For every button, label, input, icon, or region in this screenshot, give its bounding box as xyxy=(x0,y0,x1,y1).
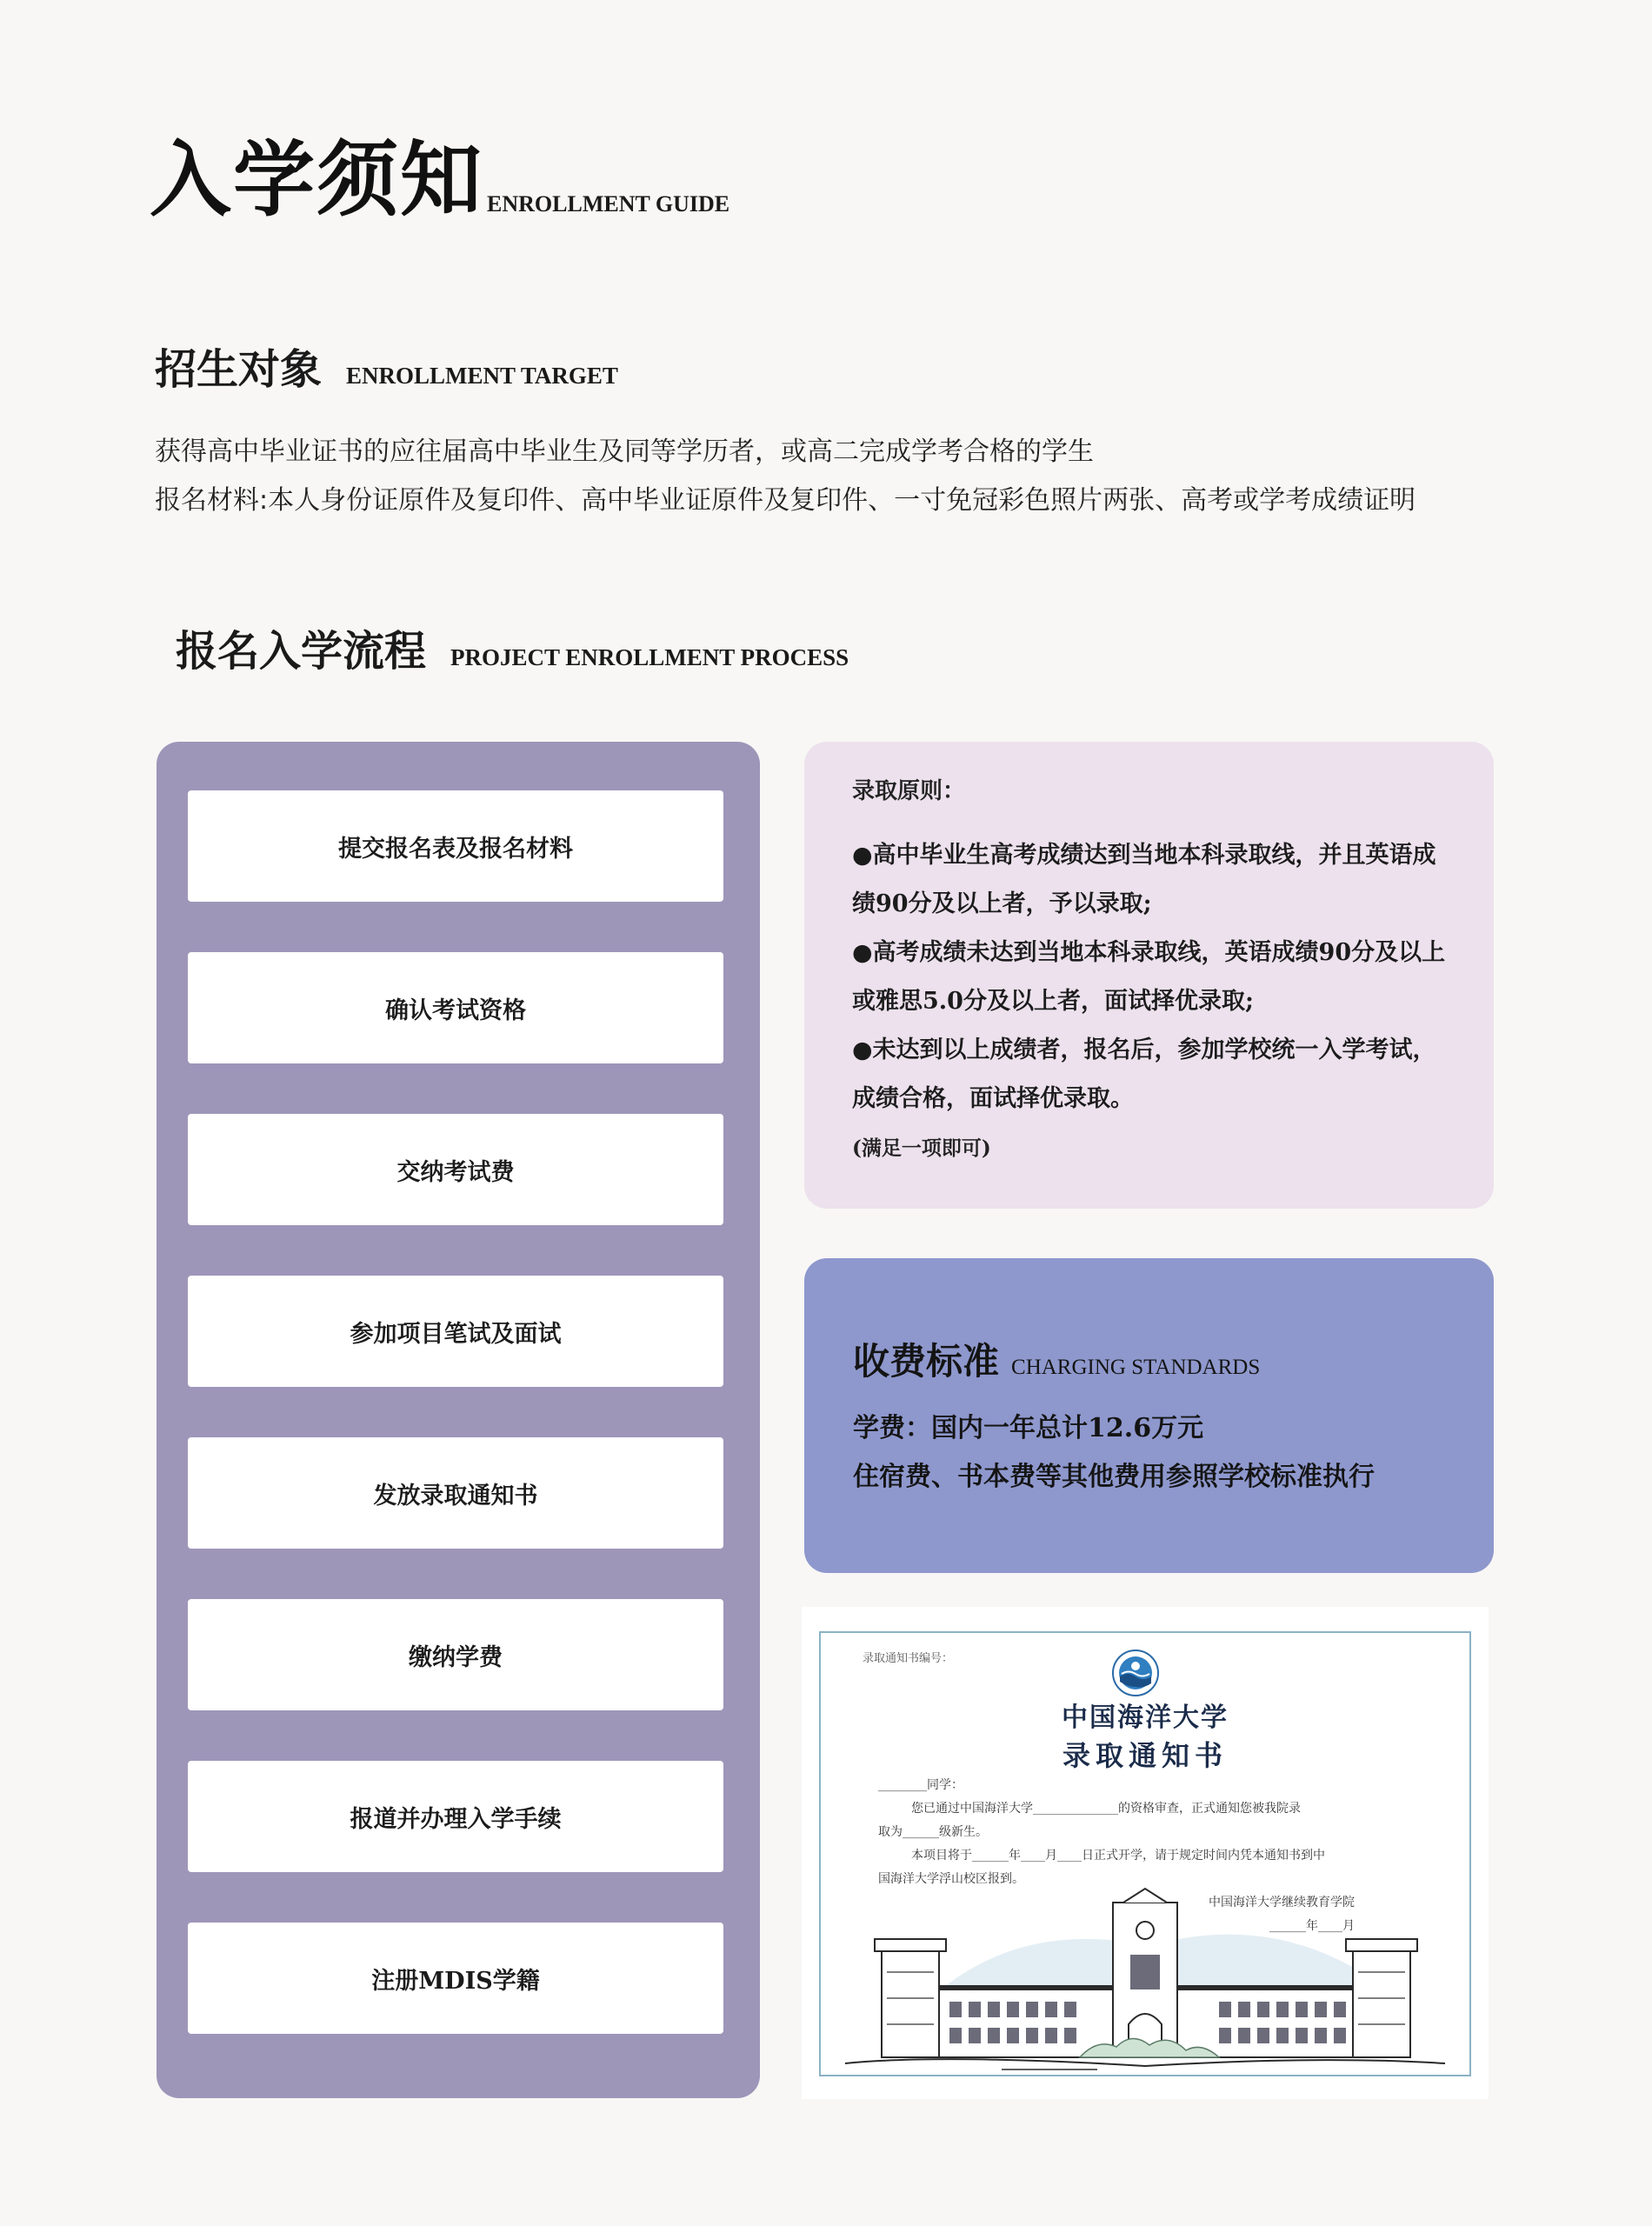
fees-heading-en: CHARGING STANDARDS xyxy=(1011,1356,1261,1379)
letter-line: ______年____月 xyxy=(1269,1919,1355,1933)
campus-building-illustration xyxy=(836,1885,1454,2078)
letter-line: 本项目将于______年____月____日正式开学，请于规定时间内凭本通知书到中 xyxy=(911,1849,1325,1863)
letter-number-label: 录取通知书编号： xyxy=(863,1652,954,1665)
fee-line: 住宿费、书本费等其他费用参照学校标准执行 xyxy=(853,1462,1375,1492)
principle-line: 或雅思5.0分及以上者，面试择优录取; xyxy=(852,988,1254,1015)
process-step: 确认考试资格 xyxy=(188,952,723,1063)
admission-letter-image xyxy=(802,1607,1489,2099)
process-step: 缴纳学费 xyxy=(188,1599,723,1710)
principle-line: ●高考成绩未达到当地本科录取线，英语成绩90分及以上 xyxy=(852,939,1446,966)
page-title xyxy=(150,132,730,228)
fee-line: 学费：国内一年总计12.6万元 xyxy=(853,1413,1204,1443)
principles-title: 录取原则： xyxy=(852,778,966,804)
university-emblem-icon xyxy=(1111,1649,1160,1697)
target-line: 报名材料:本人身份证原件及复印件、高中毕业证原件及复印件、一寸免冠彩色照片两张、高考或学考成绩证明 xyxy=(155,485,1416,516)
process-step: 参加项目笔试及面试 xyxy=(188,1276,723,1387)
letter-line: 国海洋大学浮山校区报到。 xyxy=(878,1872,1024,1886)
letter-university: 中国海洋大学 xyxy=(1062,1703,1229,1733)
letter-line: 取为______级新生。 xyxy=(878,1825,988,1839)
target-heading xyxy=(155,336,618,396)
target-heading-cn: 招生对象 xyxy=(155,345,323,394)
process-step: 报道并办理入学手续 xyxy=(188,1761,723,1872)
process-step: 注册MDIS学籍 xyxy=(188,1923,723,2034)
principle-line: ●高中毕业生高考成绩达到当地本科录取线，并且英语成 xyxy=(852,842,1436,869)
admission-principles-card xyxy=(804,742,1494,1209)
target-description xyxy=(155,428,1416,525)
process-heading-en: PROJECT ENROLLMENT PROCESS xyxy=(450,644,849,670)
fees-heading xyxy=(853,1333,1468,1385)
page-title-cn: 入学须知 xyxy=(150,132,484,228)
process-heading xyxy=(176,617,849,677)
page-title-en: ENROLLMENT GUIDE xyxy=(487,191,730,217)
principles-note: (满足一项即可) xyxy=(852,1136,991,1160)
process-heading-cn: 报名入学流程 xyxy=(176,627,427,676)
fees-heading-cn: 收费标准 xyxy=(853,1340,1000,1383)
process-steps-panel xyxy=(157,742,760,2098)
letter-line: 中国海洋大学继续教育学院 xyxy=(1209,1896,1355,1909)
principle-line: 成绩合格，面试择优录取。 xyxy=(852,1085,1134,1112)
process-step: 提交报名表及报名材料 xyxy=(188,790,723,902)
process-step: 交纳考试费 xyxy=(188,1114,723,1225)
principle-line: 绩90分及以上者，予以录取; xyxy=(852,890,1152,917)
letter-line: ________同学： xyxy=(878,1778,963,1792)
charging-standards-card xyxy=(804,1258,1494,1573)
target-line: 获得高中毕业证书的应往届高中毕业生及同等学历者，或高二完成学考合格的学生 xyxy=(155,437,1094,467)
process-step: 发放录取通知书 xyxy=(188,1437,723,1549)
letter-line: 您已通过中国海洋大学______________的资格审查，正式通知您被我院录 xyxy=(911,1802,1301,1816)
letter-title: 录取通知书 xyxy=(1062,1739,1228,1772)
target-heading-en: ENROLLMENT TARGET xyxy=(346,363,618,389)
principle-line: ●未达到以上成绩者，报名后，参加学校统一入学考试， xyxy=(852,1036,1436,1063)
